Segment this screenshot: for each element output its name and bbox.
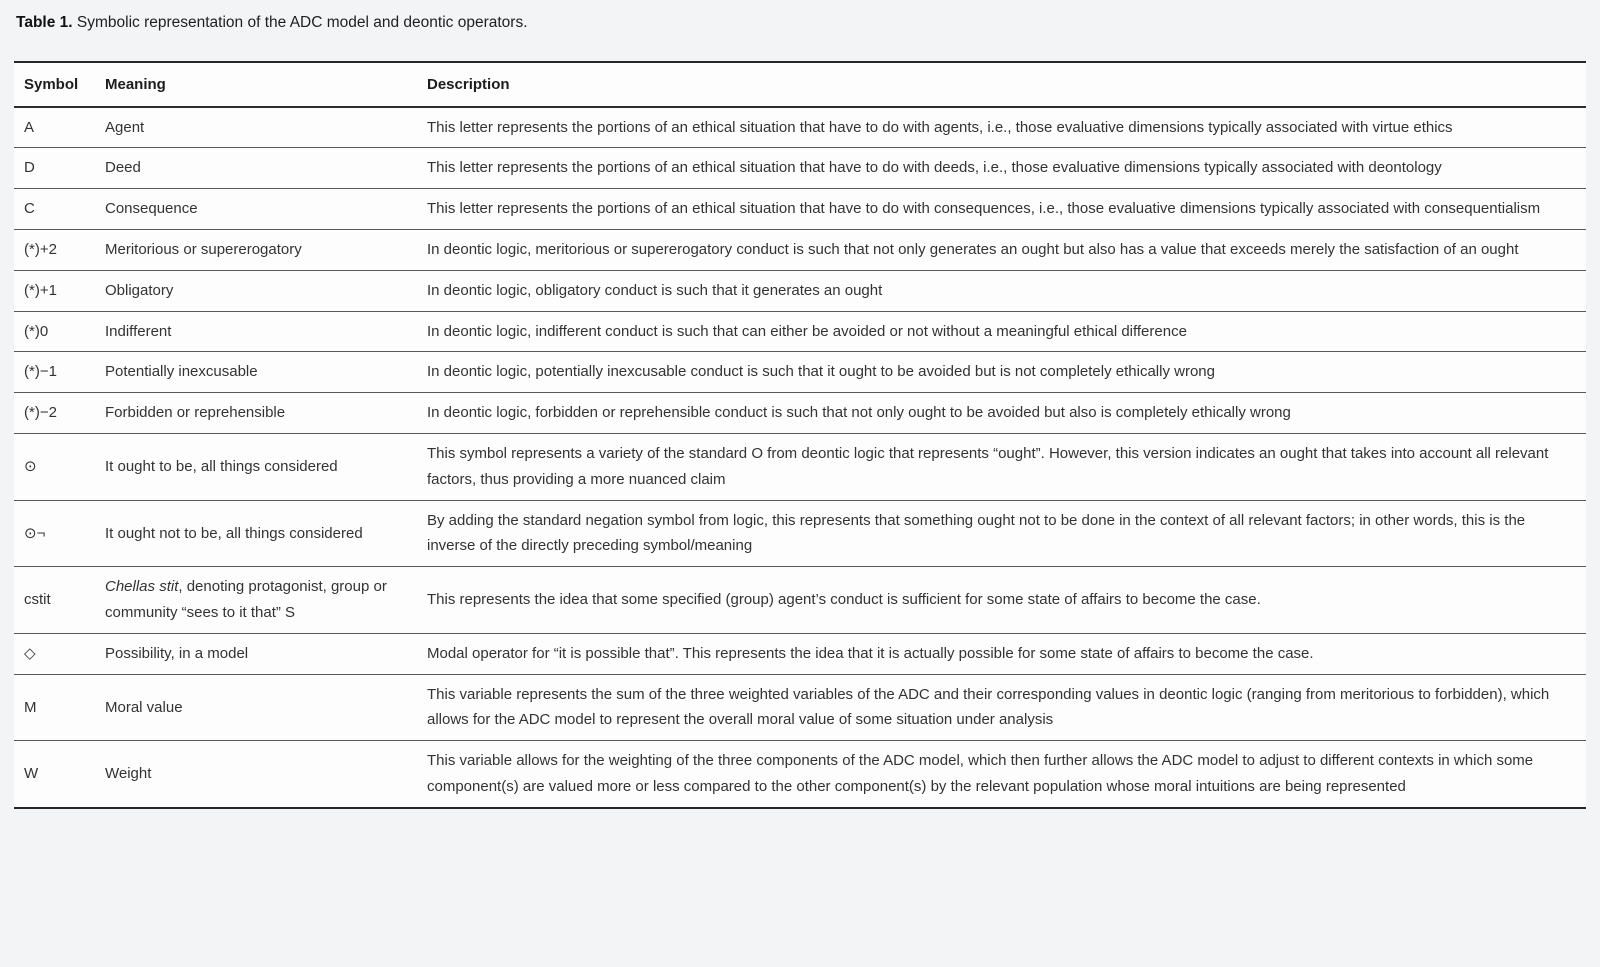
meaning-text: It ought not to be, all things considered: [105, 524, 363, 542]
description-text: Modal operator for “it is possible that”. This represents the idea that it is actually possible for some state of affairs to become the case.: [427, 644, 1314, 662]
meaning-text: Obligatory: [105, 281, 174, 299]
meaning-cell: [95, 352, 417, 393]
description-cell: [417, 230, 1586, 271]
meaning-cell: [95, 633, 417, 674]
column-header-meaning: Meaning: [95, 62, 417, 107]
caption-text: Symbolic representation of the ADC model and deontic operators.: [76, 14, 528, 31]
symbol-text: ⊙: [24, 457, 37, 475]
caption-label: Table 1.: [16, 14, 73, 31]
description-text: In deontic logic, obligatory conduct is such that it generates an ought: [427, 281, 883, 299]
symbol-cell: [14, 352, 95, 393]
meaning-text: Weight: [105, 765, 152, 783]
description-cell: [417, 148, 1586, 189]
table-row: [14, 434, 1586, 501]
meaning-cell: [95, 567, 417, 634]
header-row: [14, 62, 1586, 107]
symbol-text: ◇: [24, 644, 36, 662]
meaning-italic-text: Chellas stit: [105, 578, 179, 596]
symbol-cell: [14, 741, 95, 808]
table-row: [14, 189, 1586, 230]
table-body: [14, 107, 1586, 808]
table-row: [14, 500, 1586, 567]
symbol-cell: [14, 148, 95, 189]
symbol-text: (*)0: [24, 322, 49, 340]
meaning-text: Deed: [105, 159, 141, 177]
meaning-text: It ought to be, all things considered: [105, 457, 338, 475]
table-row: [14, 230, 1586, 271]
description-cell: [417, 434, 1586, 501]
meaning-text: Possibility, in a model: [105, 644, 249, 662]
description-text: By adding the standard negation symbol from logic, this represents that something ought not to be done in the context of all relevant factors; in other words, this is the inverse of the directly preceding symbol/meaning: [427, 511, 1526, 555]
description-cell: [417, 311, 1586, 352]
meaning-text: Agent: [105, 118, 145, 136]
meaning-cell: [95, 500, 417, 567]
meaning-cell: [95, 311, 417, 352]
description-text: This letter represents the portions of an ethical situation that have to do with consequences, i.e., those evaluative dimensions typically associated with consequentialism: [427, 200, 1541, 218]
symbol-text: D: [24, 159, 35, 177]
table-row: [14, 107, 1586, 148]
meaning-text: Consequence: [105, 200, 198, 218]
description-cell: [417, 741, 1586, 808]
symbol-text: ⊙¬: [24, 524, 46, 542]
description-text: This symbol represents a variety of the standard O from deontic logic that represents “ought”. However, this version indicates an ought that takes into account all relevant factors, thus providing a more nuanced claim: [427, 445, 1549, 488]
description-text: In deontic logic, meritorious or supererogatory conduct is such that not only generates an ought but also has a value that exceeds merely the satisfaction of an ought: [427, 241, 1519, 259]
meaning-text: Meritorious or supererogatory: [105, 241, 302, 259]
symbols-table: [14, 61, 1586, 809]
meaning-cell: [95, 434, 417, 501]
table-row: [14, 633, 1586, 674]
symbol-cell: [14, 230, 95, 271]
symbol-cell: [14, 107, 95, 148]
symbol-text: (*)+1: [24, 281, 57, 299]
column-header-symbol: Symbol: [14, 62, 95, 107]
meaning-cell: [95, 270, 417, 311]
meaning-text: Potentially inexcusable: [105, 363, 258, 381]
description-text: This represents the idea that some specified (group) agent’s conduct is sufficient for some state of affairs to become the case.: [427, 591, 1261, 609]
meaning-cell: [95, 741, 417, 808]
symbol-text: (*)−2: [24, 404, 57, 422]
meaning-text: Indifferent: [105, 322, 172, 340]
symbol-cell: [14, 311, 95, 352]
description-cell: [417, 270, 1586, 311]
column-header-description: Description: [417, 62, 1586, 107]
meaning-text: , denoting protagonist, group or community “sees to it that” S: [105, 578, 387, 622]
meaning-cell: [95, 189, 417, 230]
symbol-text: (*)+2: [24, 241, 57, 259]
table-row: [14, 741, 1586, 808]
description-text: In deontic logic, potentially inexcusable conduct is such that it ought to be avoided but is not completely ethically wrong: [427, 363, 1215, 381]
table-row: [14, 148, 1586, 189]
description-cell: [417, 633, 1586, 674]
description-cell: [417, 567, 1586, 634]
description-text: This letter represents the portions of an ethical situation that have to do with deeds, i.e., those evaluative dimensions typically associated with deontology: [427, 159, 1442, 177]
meaning-cell: [95, 148, 417, 189]
symbol-cell: [14, 633, 95, 674]
symbol-cell: [14, 270, 95, 311]
description-text: This variable represents the sum of the three weighted variables of the ADC and their corresponding values in deontic logic (ranging from meritorious to forbidden), which allows for the ADC model to represent the overall moral value of some situation under analysis: [427, 685, 1550, 729]
symbol-text: cstit: [24, 591, 51, 609]
description-text: This variable allows for the weighting of the three components of the ADC model, which then further allows the ADC model to adjust to different contexts in which some component(s) are valued more or less compared to the other component(s) by the relevant population whose moral intuitions are being represented: [427, 752, 1534, 796]
table-row: [14, 393, 1586, 434]
symbol-cell: [14, 674, 95, 741]
symbol-text: M: [24, 698, 37, 716]
table-row: [14, 270, 1586, 311]
description-cell: [417, 674, 1586, 741]
symbol-cell: [14, 500, 95, 567]
meaning-cell: [95, 674, 417, 741]
table-row: [14, 311, 1586, 352]
symbol-text: W: [24, 765, 39, 783]
table-row: [14, 674, 1586, 741]
symbol-cell: [14, 567, 95, 634]
symbol-text: C: [24, 200, 35, 218]
description-text: In deontic logic, forbidden or reprehensible conduct is such that not only ought to be avoided but also is completely ethically wrong: [427, 404, 1291, 422]
table-caption: [16, 12, 1586, 34]
symbol-cell: [14, 189, 95, 230]
description-cell: [417, 500, 1586, 567]
meaning-cell: [95, 393, 417, 434]
meaning-cell: [95, 107, 417, 148]
symbol-cell: [14, 434, 95, 501]
symbol-text: (*)−1: [24, 363, 57, 381]
description-cell: [417, 393, 1586, 434]
meaning-cell: [95, 230, 417, 271]
table-row: [14, 352, 1586, 393]
description-text: This letter represents the portions of an ethical situation that have to do with agents, i.e., those evaluative dimensions typically associated with virtue ethics: [427, 118, 1453, 136]
table-header: [14, 62, 1586, 107]
table-row: [14, 567, 1586, 634]
meaning-text: Forbidden or reprehensible: [105, 404, 286, 422]
symbol-text: A: [24, 118, 35, 136]
meaning-text: Moral value: [105, 698, 183, 716]
description-text: In deontic logic, indifferent conduct is such that can either be avoided or not without a meaningful ethical difference: [427, 322, 1187, 340]
description-cell: [417, 107, 1586, 148]
symbol-cell: [14, 393, 95, 434]
description-cell: [417, 189, 1586, 230]
description-cell: [417, 352, 1586, 393]
